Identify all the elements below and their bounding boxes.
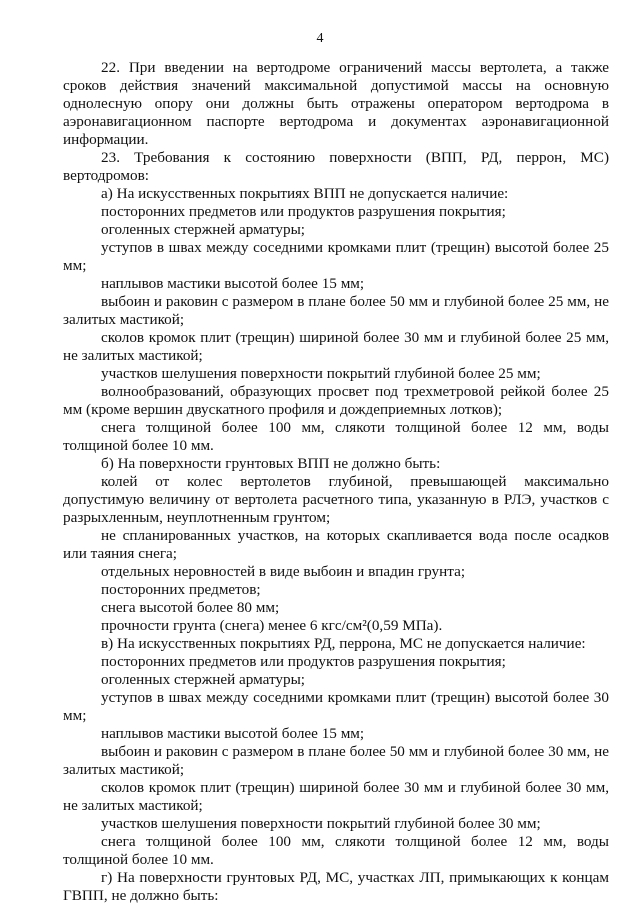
- page-number: 4: [316, 31, 324, 46]
- list-item: уступов в швах между соседними кромками плит (трещин) высотой более 30 мм;: [63, 689, 609, 724]
- list-item: снега толщиной более 100 мм, слякоти толщиной более 12 мм, воды толщиной более 10 мм.: [63, 419, 609, 454]
- list-item: сколов кромок плит (трещин) шириной более 30 мм и глубиной более 25 мм, не залитых мастикой;: [63, 329, 609, 364]
- document-body: [63, 59, 609, 905]
- list-item: не спланированных участков, на которых скапливается вода после осадков или таяния снега;: [63, 527, 609, 562]
- subsection-b-heading: б) На поверхности грунтовых ВПП не должно быть:: [101, 455, 441, 472]
- subsection-c-heading: в) На искусственных покрытиях РД, перрона, МС не допускается наличие:: [101, 635, 586, 652]
- list-item: посторонних предметов или продуктов разрушения покрытия;: [101, 203, 506, 220]
- subsection-a-heading: а) На искусственных покрытиях ВПП не допускается наличие:: [101, 185, 509, 202]
- paragraph-23-heading: 23. Требования к состоянию поверхности (ВПП, РД, перрон, МС) вертодромов:: [63, 149, 609, 184]
- list-item: оголенных стержней арматуры;: [101, 221, 306, 238]
- list-item: колей от колес вертолетов глубиной, превышающей максимально допустимую величину от вертолета расчетного типа, указанную в РЛЭ, участков с разрыхленным, неуплотненным грунтом;: [63, 473, 609, 526]
- list-item: снега толщиной более 100 мм, слякоти толщиной более 12 мм, воды толщиной более 10 мм.: [63, 833, 609, 868]
- list-item: прочности грунта (снега) менее 6 кгс/см²(0,59 МПа).: [101, 617, 443, 634]
- paragraph-22: 22. При введении на вертодроме ограничений массы вертолета, а также сроков действия значений максимальной допустимой массы на основную однолесную опору они должны быть отражены оператором вертодрома в аэронавигационном паспорте вертодрома и документах аэронавигационной информации.: [63, 59, 609, 148]
- list-item: посторонних предметов;: [101, 581, 261, 598]
- list-item: посторонних предметов или продуктов разрушения покрытия;: [101, 653, 506, 670]
- list-item: снега высотой более 80 мм;: [101, 599, 280, 616]
- list-item: выбоин и раковин с размером в плане более 50 мм и глубиной более 25 мм, не залитых мастикой;: [63, 293, 609, 328]
- list-item: выбоин и раковин с размером в плане более 50 мм и глубиной более 30 мм, не залитых мастикой;: [63, 743, 609, 778]
- list-item: участков шелушения поверхности покрытий глубиной более 30 мм;: [101, 815, 541, 832]
- list-item: отдельных неровностей в виде выбоин и впадин грунта;: [101, 563, 466, 580]
- list-item: участков шелушения поверхности покрытий глубиной более 25 мм;: [101, 365, 541, 382]
- subsection-d-heading: г) На поверхности грунтовых РД, МС, участках ЛП, примыкающих к концам ГВПП, не должно быть:: [63, 869, 609, 904]
- list-item: уступов в швах между соседними кромками плит (трещин) высотой более 25 мм;: [63, 239, 609, 274]
- list-item: наплывов мастики высотой более 15 мм;: [101, 725, 365, 742]
- list-item: оголенных стержней арматуры;: [101, 671, 306, 688]
- list-item: сколов кромок плит (трещин) шириной более 30 мм и глубиной более 30 мм, не залитых мастикой;: [63, 779, 609, 814]
- list-item: наплывов мастики высотой более 15 мм;: [101, 275, 365, 292]
- list-item: волнообразований, образующих просвет под трехметровой рейкой более 25 мм (кроме вершин двускатного профиля и дождеприемных лотков);: [63, 383, 609, 418]
